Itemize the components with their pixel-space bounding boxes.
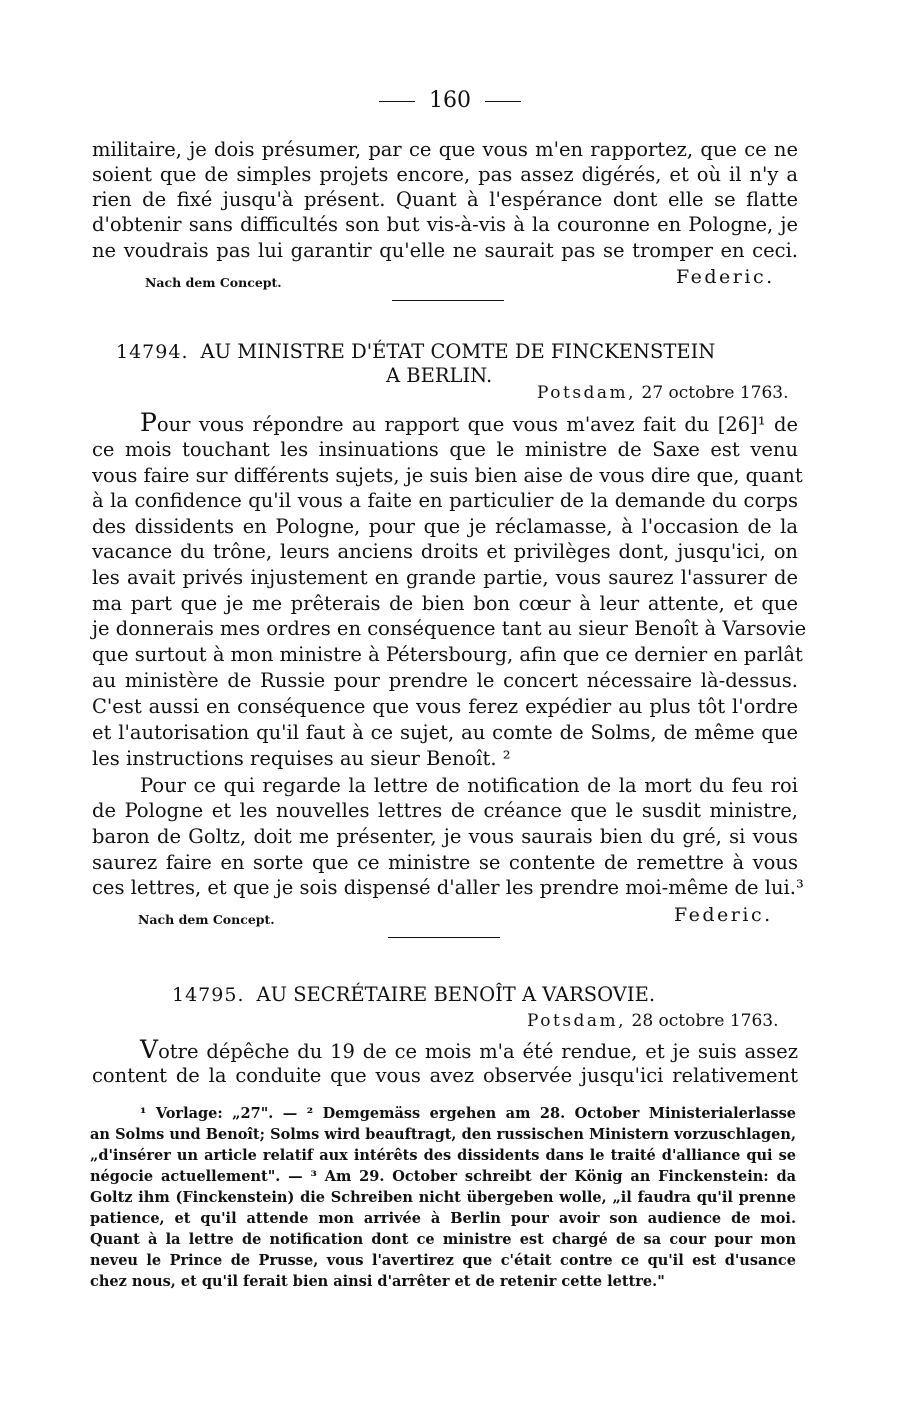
text-line: et l'autorisation qu'il faut à ce sujet, au comte de Solms, de même que [92,721,798,744]
text-line: content de la conduite que vous avez observée jusqu'ici relativement [92,1064,798,1087]
text-line: baron de Goltz, doit me présenter, je vous saurais bien du gré, si vous [92,825,798,848]
signature: Federic. [676,266,775,288]
letter-date: 27 octobre 1763. [641,383,789,403]
text-line: des dissidents en Pologne, pour que je réclamasse, à l'occasion de la [92,515,798,538]
header-dash-right [485,101,521,102]
letter-place: Potsdam, [537,383,637,403]
text-line: vacance du trône, leurs anciens droits et privilèges dont, jusqu'ici, on [92,540,798,563]
source-note: Nach dem Concept. [145,275,282,290]
footnote-line: patience, et qu'il attende mon arrivée à Berlin pour avoir son audience de moi. [90,1210,796,1227]
footnote-line: neveu le Prince de Prusse, vous l'avertirez que c'était contre ce qu'il est d'usance [90,1252,796,1269]
letter-place-date [527,1011,779,1031]
letter-heading-line1: AU MINISTRE D'ÉTAT COMTE DE FINCKENSTEIN [200,340,716,363]
text-line: militaire, je dois présumer, par ce que vous m'en rapportez, que ce ne [92,138,798,161]
text-line: ces lettres, et que je sois dispensé d'aller les prendre moi-même de lui.³ [92,876,804,899]
text-line: que surtout à mon ministre à Pétersbourg, afin que ce dernier en parlât [92,643,803,666]
text-line: à la confidence qu'il vous a faite en particulier de la demande du corps [92,489,798,512]
page-header [0,88,900,113]
text-line [140,1037,798,1065]
footnote-line: ¹ Vorlage: „27". — ² Demgemäss ergehen am 28. October Ministerialerlasse [140,1105,796,1122]
letter-heading-line1: AU SECRÉTAIRE BENOÎT A VARSOVIE. [256,983,656,1006]
signature: Federic. [674,904,773,926]
text-line: rien de fixé jusqu'à présent. Quant à l'espérance dont elle se flatte [92,188,798,211]
text-line: ne voudrais pas lui garantir qu'elle ne saurait pas se tromper en ceci. [92,239,798,262]
letter-date: 28 octobre 1763. [631,1011,779,1031]
footnote-line: négocie actuellement". — ³ Am 29. October schreibt der König an Finckenstein: da [90,1168,796,1185]
text-line: ma part que je me prêterais de bien bon cœur à leur attente, et que [92,592,798,615]
header-dash-left [379,101,415,102]
letter-place: Potsdam, [527,1011,627,1031]
footnote-line: Goltz ihm (Finckenstein) die Schreiben nicht übergeben wolle, „il faudra qu'il prenne [90,1189,796,1206]
letter-heading [116,340,715,363]
text-line [140,410,798,438]
text-line: au ministère de Russie pour prendre le concert nécessaire là-dessus. [92,669,798,692]
text-line: de Pologne et les nouvelles lettres de créance que le susdit ministre, [92,799,798,822]
drop-cap: V [140,1035,159,1064]
text-span: our vous répondre au rapport que vous m'avez fait du [26]¹ de [156,413,798,436]
letter-number: 14794. [116,341,189,363]
letter-number: 14795. [172,984,245,1006]
text-line: ce mois touchant les insinuations que le ministre de Saxe est venu [92,438,798,461]
section-divider [392,300,504,301]
text-line: Pour ce qui regarde la lettre de notification de la mort du feu roi [140,774,798,797]
text-line: les avait privés injustement en grande partie, vous saurez l'assurer de [92,566,798,589]
page-number: 160 [429,88,471,113]
text-line: C'est aussi en conséquence que vous ferez expédier au plus tôt l'ordre [92,695,798,718]
letter-place-date [537,383,789,403]
footnote-line: Quant à la lettre de notification dont ce ministre est chargé de sa cour pour mon [90,1231,796,1248]
section-divider [388,937,500,938]
text-line: vous faire sur différents sujets, je suis bien aise de vous dire que, quant [92,464,803,487]
text-line: saurez faire en sorte que ce ministre se contente de remettre à vous [92,851,798,874]
letter-heading-line2: A BERLIN. [386,364,493,387]
drop-cap: P [140,408,157,437]
footnote-line: chez nous, et qu'il ferait bien ainsi d'arrêter et de retenir cette lettre." [90,1273,665,1290]
source-note: Nach dem Concept. [138,912,275,927]
text-line: soient que de simples projets encore, pas assez digérés, et où il n'y a [92,163,798,186]
text-line: d'obtenir sans difficultés son but vis-à-vis à la couronne en Pologne, je [92,213,798,236]
footnote-line: „d'insérer un article relatif aux intérêts des dissidents dans le traité d'alliance qui se [90,1147,796,1164]
text-line: les instructions requises au sieur Benoît. ² [92,747,511,770]
text-span: otre dépêche du 19 de ce mois m'a été rendue, et je suis assez [158,1040,798,1063]
footnote-line: an Solms und Benoît; Solms wird beauftragt, den russischen Ministern vorzuschlagen, [90,1126,796,1143]
letter-heading [172,983,655,1006]
text-line: je donnerais mes ordres en conséquence tant au sieur Benoît à Varsovie [92,617,807,640]
